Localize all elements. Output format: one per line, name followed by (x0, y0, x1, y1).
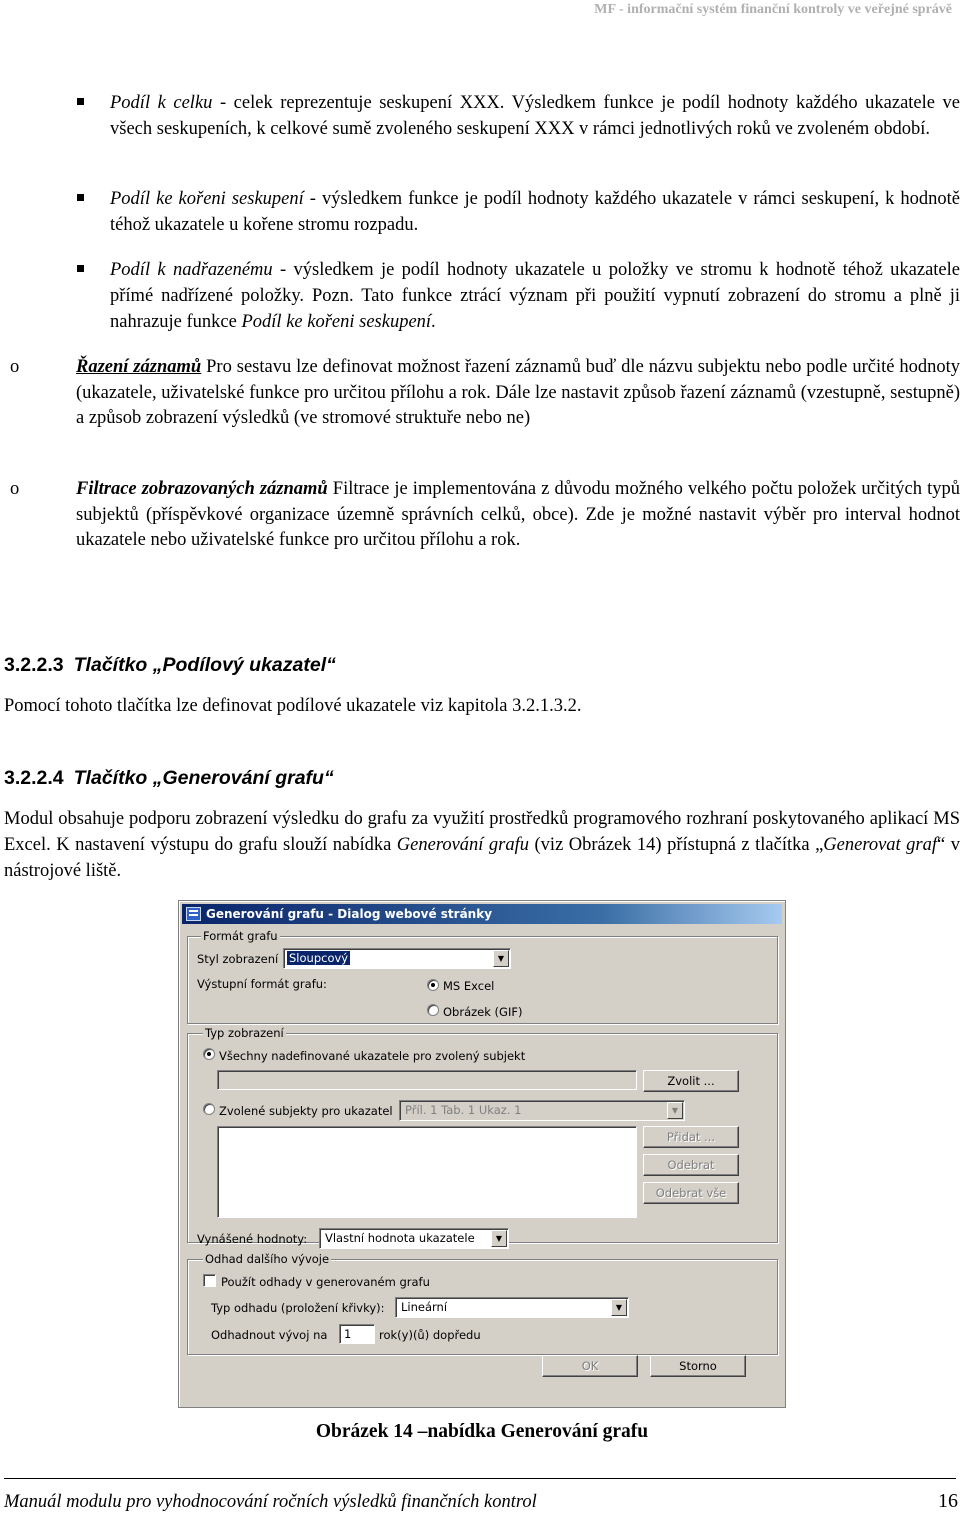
use-forecast-label: Použít odhady v generovaném grafu (221, 1275, 430, 1289)
outline-razeni (10, 355, 960, 432)
bullet-podil-k-celku (110, 90, 960, 142)
outline-filtrace (10, 477, 960, 554)
outline-marker: o (10, 479, 20, 499)
section-heading (4, 654, 336, 677)
dialog-title: Generování grafu - Dialog webové stránky (206, 907, 493, 921)
radio-gif[interactable] (427, 1004, 439, 1016)
radio-all-indicators[interactable] (203, 1048, 215, 1060)
outline-term: Řazení záznamů (76, 357, 202, 377)
outline-marker: o (10, 357, 20, 377)
forecast-unit-label: rok(y)(ů) dopředu (379, 1328, 481, 1342)
outline-term: Filtrace zobrazovaných záznamů (76, 479, 328, 499)
indicator-select[interactable] (399, 1100, 685, 1121)
body-italic: Generovat graf (823, 835, 938, 855)
radio-gif-label: Obrázek (GIF) (443, 1005, 523, 1019)
chevron-down-icon[interactable]: ▼ (491, 1230, 507, 1247)
radio-selected-subjects[interactable] (203, 1103, 215, 1115)
footer-divider (4, 1478, 956, 1479)
figure-caption-text: Obrázek 14 –nabídka Generování grafu (315, 1421, 649, 1442)
section-title: Tlačítko „Generování grafu“ (73, 767, 334, 789)
use-forecast-checkbox[interactable] (203, 1274, 216, 1287)
forecast-group-title: Odhad dalšího vývoje (205, 1252, 330, 1266)
figure-caption (0, 1421, 960, 1443)
chevron-down-icon[interactable]: ▼ (611, 1299, 627, 1316)
body-text: Modul obsahuje podporu zobrazení výsledku do grafu za využití prostředků programového rozhraní poskytovaného aplikací MS Excel. K nastavení výstupu do grafu slouží nabídka (4, 809, 960, 855)
page-number: 16 (938, 1490, 958, 1512)
section-number: 3.2.2.3 (4, 654, 64, 676)
style-select[interactable] (283, 948, 511, 969)
bullet-podil-k-nadrazenemu (110, 257, 960, 335)
outline-text: Filtrace je implementována z důvodu možného velkého počtu položek určitých typů subjektů (příspěvkové organizace územně správních celků, obce). Zde je možné nastavit výběr pro interval hodnot ukazatele nebo uživatelské funkce pro určitou přílohu a rok. (76, 479, 960, 550)
chevron-down-icon[interactable]: ▼ (667, 1102, 683, 1119)
chart-generation-dialog (178, 900, 786, 1408)
estimate-type-select[interactable] (395, 1297, 629, 1318)
radio-ms-excel[interactable] (427, 979, 439, 991)
window-icon (186, 907, 201, 921)
subject-field[interactable] (217, 1070, 637, 1090)
body-italic: Generování grafu (396, 835, 530, 855)
style-value: Sloupcový (289, 951, 349, 965)
ok-button[interactable]: OK (542, 1355, 638, 1377)
bullet-term: Podíl k nadřazenému (110, 260, 273, 280)
bullet-text: - celek reprezentuje seskupení XXX. Výsledkem funkce je podíl hodnoty každého ukazatele ve všech seskupeních, k celkové sumě zvoleného seskupení XXX v rámci jednotlivých roků ve zvoleném období. (110, 93, 960, 139)
radio-selected-subjects-label: Zvolené subjekty pro ukazatel (219, 1104, 393, 1118)
section-title: Tlačítko „Podílový ukazatel“ (73, 654, 336, 676)
body-text: “ v nástrojové liště. (4, 835, 960, 881)
section-body (4, 806, 960, 884)
values-value: Vlastní hodnota ukazatele (325, 1231, 475, 1245)
bullet-tail: . (431, 312, 436, 332)
dialog-titlebar (182, 904, 782, 924)
radio-ms-excel-label: MS Excel (443, 979, 495, 993)
remove-button[interactable]: Odebrat (643, 1154, 739, 1176)
format-group-title: Formát grafu (203, 929, 278, 943)
remove-all-button[interactable]: Odebrat vše (643, 1182, 739, 1204)
output-format-label: Výstupní formát grafu: (197, 977, 327, 991)
style-label: Styl zobrazení (197, 952, 279, 966)
section-number: 3.2.2.4 (4, 767, 64, 789)
bullet-term: Podíl k celku (110, 93, 213, 113)
subjects-listbox[interactable] (217, 1126, 637, 1218)
bullet-text: - výsledkem je podíl hodnoty ukazatele u položky ve stromu k hodnotě téhož ukazatele přímé nadřízené položky. Pozn. Tato funkce ztrácí význam při použití vypnutí zobrazení do stromu a plně ji nahrazuje funkce (110, 260, 960, 332)
outline-text: Pro sestavu lze definovat možnost řazení záznamů buď dle názvu subjektu nebo podle určité hodnoty (ukazatele, uživatelské funkce pro určitou přílohu a rok. Dále lze nastavit způsob řazení záznamů (vzestupně, sestupně) a způsob zobrazení výsledků (ve stromové struktuře nebo ne) (76, 357, 960, 428)
bullet-tail-italic: Podíl ke kořeni seskupení (241, 312, 432, 332)
values-select[interactable] (319, 1228, 509, 1249)
values-label: Vynášené hodnoty: (197, 1232, 308, 1246)
chevron-down-icon[interactable]: ▼ (493, 950, 509, 967)
add-button[interactable]: Přidat ... (643, 1126, 739, 1148)
radio-all-indicators-label: Všechny nadefinované ukazatele pro zvolený subjekt (219, 1049, 526, 1063)
section-body: Pomocí tohoto tlačítka lze definovat podílové ukazatele viz kapitola 3.2.1.3.2. (4, 696, 582, 716)
bullet-term: Podíl ke kořeni seskupení (110, 189, 304, 209)
forecast-years-input[interactable]: 1 (339, 1324, 375, 1344)
display-type-group-title: Typ zobrazení (205, 1026, 284, 1040)
bullet-podil-ke-koreni (110, 186, 960, 238)
cancel-button[interactable]: Storno (650, 1355, 746, 1377)
choose-button[interactable]: Zvolit ... (643, 1070, 739, 1092)
forecast-label: Odhadnout vývoj na (211, 1328, 328, 1342)
body-text: (viz Obrázek 14) přístupná z tlačítka „ (529, 835, 824, 855)
footer-title: Manuál modulu pro vyhodnocování ročních výsledků finančních kontrol (4, 1492, 537, 1512)
bullet-text: - výsledkem funkce je podíl hodnoty každého ukazatele v rámci seskupení, k hodnotě téhož ukazatele u kořene stromu rozpadu. (110, 189, 960, 235)
estimate-type-label: Typ odhadu (proložení křivky): (211, 1301, 385, 1315)
running-header: MF - informační systém finanční kontroly ve veřejné správě (594, 2, 952, 17)
estimate-type-value: Lineární (401, 1300, 448, 1314)
indicator-value: Příl. 1 Tab. 1 Ukaz. 1 (405, 1103, 522, 1117)
section-heading (4, 767, 334, 790)
